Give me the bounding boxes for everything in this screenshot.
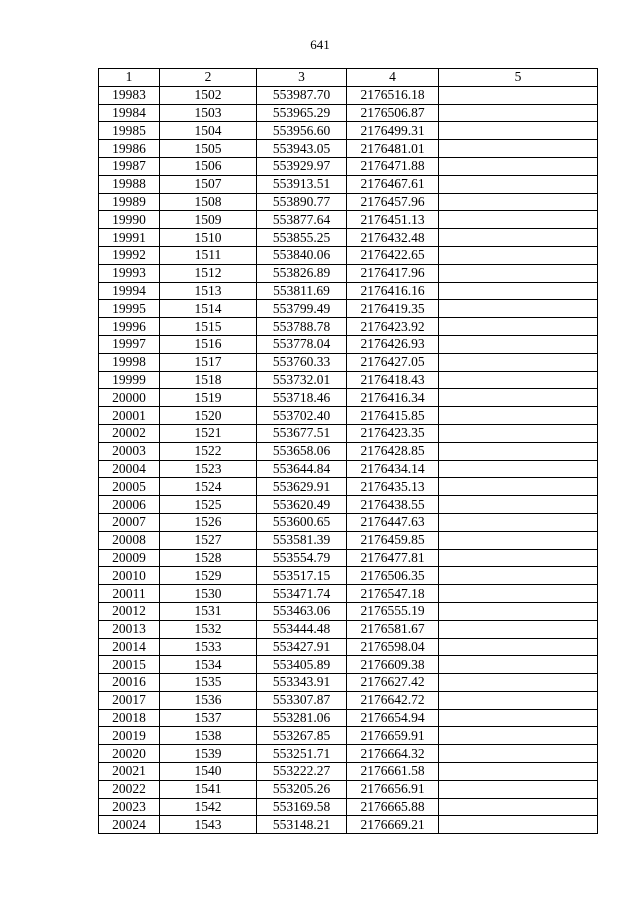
y-coordinate-cell: 2176581.67 [347, 620, 439, 638]
note-cell [439, 300, 598, 318]
note-cell [439, 816, 598, 834]
x-coordinate-cell: 553169.58 [257, 798, 347, 816]
table-row [99, 318, 598, 336]
y-coordinate-cell: 2176451.13 [347, 211, 439, 229]
table-row [99, 585, 598, 603]
point-id-cell: 20003 [99, 442, 160, 460]
note-cell [439, 211, 598, 229]
note-cell [439, 709, 598, 727]
note-cell [439, 104, 598, 122]
x-coordinate-cell: 553965.29 [257, 104, 347, 122]
note-cell [439, 638, 598, 656]
x-coordinate-cell: 553343.91 [257, 674, 347, 692]
point-number-cell: 1529 [160, 567, 257, 585]
y-coordinate-cell: 2176664.32 [347, 745, 439, 763]
x-coordinate-cell: 553620.49 [257, 496, 347, 514]
note-cell [439, 407, 598, 425]
table-row [99, 478, 598, 496]
x-coordinate-cell: 553855.25 [257, 229, 347, 247]
point-number-cell: 1535 [160, 674, 257, 692]
point-number-cell: 1542 [160, 798, 257, 816]
note-cell [439, 745, 598, 763]
note-cell [439, 691, 598, 709]
x-coordinate-cell: 553644.84 [257, 460, 347, 478]
x-coordinate-cell: 553778.04 [257, 335, 347, 353]
table-row [99, 816, 598, 834]
point-id-cell: 19990 [99, 211, 160, 229]
point-id-cell: 20000 [99, 389, 160, 407]
point-id-cell: 20019 [99, 727, 160, 745]
point-id-cell: 20015 [99, 656, 160, 674]
note-cell [439, 264, 598, 282]
table-row [99, 389, 598, 407]
point-number-cell: 1507 [160, 175, 257, 193]
point-number-cell: 1540 [160, 763, 257, 781]
table-row [99, 745, 598, 763]
point-number-cell: 1537 [160, 709, 257, 727]
point-id-cell: 20023 [99, 798, 160, 816]
table-row [99, 86, 598, 104]
header-row [99, 69, 598, 87]
y-coordinate-cell: 2176467.61 [347, 175, 439, 193]
point-number-cell: 1527 [160, 531, 257, 549]
x-coordinate-cell: 553405.89 [257, 656, 347, 674]
x-coordinate-cell: 553732.01 [257, 371, 347, 389]
point-id-cell: 20018 [99, 709, 160, 727]
x-coordinate-cell: 553956.60 [257, 122, 347, 140]
x-coordinate-cell: 553251.71 [257, 745, 347, 763]
point-number-cell: 1543 [160, 816, 257, 834]
point-id-cell: 19989 [99, 193, 160, 211]
x-coordinate-cell: 553629.91 [257, 478, 347, 496]
point-id-cell: 19995 [99, 300, 160, 318]
point-id-cell: 20001 [99, 407, 160, 425]
point-id-cell: 19992 [99, 246, 160, 264]
point-id-cell: 19993 [99, 264, 160, 282]
note-cell [439, 549, 598, 567]
note-cell [439, 86, 598, 104]
table-row [99, 513, 598, 531]
y-coordinate-cell: 2176481.01 [347, 140, 439, 158]
x-coordinate-cell: 553600.65 [257, 513, 347, 531]
table-row [99, 246, 598, 264]
point-id-cell: 20020 [99, 745, 160, 763]
point-id-cell: 20002 [99, 424, 160, 442]
point-id-cell: 20017 [99, 691, 160, 709]
note-cell [439, 140, 598, 158]
y-coordinate-cell: 2176506.87 [347, 104, 439, 122]
point-number-cell: 1502 [160, 86, 257, 104]
x-coordinate-cell: 553929.97 [257, 157, 347, 175]
x-coordinate-cell: 553148.21 [257, 816, 347, 834]
point-id-cell: 19997 [99, 335, 160, 353]
x-coordinate-cell: 553517.15 [257, 567, 347, 585]
x-coordinate-cell: 553702.40 [257, 407, 347, 425]
y-coordinate-cell: 2176422.65 [347, 246, 439, 264]
point-number-cell: 1518 [160, 371, 257, 389]
note-cell [439, 229, 598, 247]
table-row [99, 371, 598, 389]
note-cell [439, 193, 598, 211]
x-coordinate-cell: 553890.77 [257, 193, 347, 211]
note-cell [439, 513, 598, 531]
point-id-cell: 19986 [99, 140, 160, 158]
y-coordinate-cell: 2176432.48 [347, 229, 439, 247]
note-cell [439, 389, 598, 407]
point-number-cell: 1504 [160, 122, 257, 140]
table-row [99, 674, 598, 692]
table-row [99, 620, 598, 638]
note-cell [439, 620, 598, 638]
point-number-cell: 1512 [160, 264, 257, 282]
y-coordinate-cell: 2176609.38 [347, 656, 439, 674]
point-id-cell: 20024 [99, 816, 160, 834]
point-number-cell: 1533 [160, 638, 257, 656]
point-number-cell: 1511 [160, 246, 257, 264]
y-coordinate-cell: 2176457.96 [347, 193, 439, 211]
table-row [99, 122, 598, 140]
point-id-cell: 20010 [99, 567, 160, 585]
table-row [99, 549, 598, 567]
table-row [99, 727, 598, 745]
y-coordinate-cell: 2176416.34 [347, 389, 439, 407]
point-number-cell: 1521 [160, 424, 257, 442]
point-number-cell: 1531 [160, 602, 257, 620]
x-coordinate-cell: 553760.33 [257, 353, 347, 371]
point-id-cell: 19983 [99, 86, 160, 104]
note-cell [439, 442, 598, 460]
y-coordinate-cell: 2176665.88 [347, 798, 439, 816]
y-coordinate-cell: 2176434.14 [347, 460, 439, 478]
note-cell [439, 282, 598, 300]
point-number-cell: 1541 [160, 780, 257, 798]
note-cell [439, 674, 598, 692]
note-cell [439, 175, 598, 193]
point-number-cell: 1506 [160, 157, 257, 175]
point-id-cell: 19987 [99, 157, 160, 175]
point-number-cell: 1538 [160, 727, 257, 745]
point-number-cell: 1523 [160, 460, 257, 478]
point-id-cell: 20021 [99, 763, 160, 781]
x-coordinate-cell: 553658.06 [257, 442, 347, 460]
y-coordinate-cell: 2176426.93 [347, 335, 439, 353]
table-row [99, 531, 598, 549]
note-cell [439, 656, 598, 674]
y-coordinate-cell: 2176415.85 [347, 407, 439, 425]
point-id-cell: 20011 [99, 585, 160, 603]
point-number-cell: 1508 [160, 193, 257, 211]
table-row [99, 763, 598, 781]
point-number-cell: 1525 [160, 496, 257, 514]
x-coordinate-cell: 553222.27 [257, 763, 347, 781]
table-row [99, 104, 598, 122]
y-coordinate-cell: 2176506.35 [347, 567, 439, 585]
point-id-cell: 19991 [99, 229, 160, 247]
point-id-cell: 20013 [99, 620, 160, 638]
point-number-cell: 1532 [160, 620, 257, 638]
x-coordinate-cell: 553267.85 [257, 727, 347, 745]
point-number-cell: 1514 [160, 300, 257, 318]
x-coordinate-cell: 553826.89 [257, 264, 347, 282]
point-id-cell: 19996 [99, 318, 160, 336]
x-coordinate-cell: 553987.70 [257, 86, 347, 104]
table-row [99, 157, 598, 175]
page-number: 641 [310, 37, 330, 52]
table-row [99, 780, 598, 798]
note-cell [439, 798, 598, 816]
table-row [99, 140, 598, 158]
y-coordinate-cell: 2176627.42 [347, 674, 439, 692]
x-coordinate-cell: 553677.51 [257, 424, 347, 442]
y-coordinate-cell: 2176459.85 [347, 531, 439, 549]
table-row [99, 602, 598, 620]
y-coordinate-cell: 2176659.91 [347, 727, 439, 745]
point-number-cell: 1515 [160, 318, 257, 336]
point-number-cell: 1517 [160, 353, 257, 371]
column-header-2: 2 [160, 69, 257, 87]
note-cell [439, 424, 598, 442]
y-coordinate-cell: 2176447.63 [347, 513, 439, 531]
y-coordinate-cell: 2176555.19 [347, 602, 439, 620]
y-coordinate-cell: 2176438.55 [347, 496, 439, 514]
table-header [99, 69, 598, 87]
table-row [99, 442, 598, 460]
point-id-cell: 19999 [99, 371, 160, 389]
table-row [99, 567, 598, 585]
point-id-cell: 20006 [99, 496, 160, 514]
point-number-cell: 1509 [160, 211, 257, 229]
note-cell [439, 763, 598, 781]
table-row [99, 424, 598, 442]
point-number-cell: 1534 [160, 656, 257, 674]
point-number-cell: 1522 [160, 442, 257, 460]
table-row [99, 282, 598, 300]
note-cell [439, 567, 598, 585]
point-id-cell: 20005 [99, 478, 160, 496]
point-id-cell: 19988 [99, 175, 160, 193]
point-number-cell: 1530 [160, 585, 257, 603]
table-row [99, 264, 598, 282]
table-row [99, 353, 598, 371]
y-coordinate-cell: 2176419.35 [347, 300, 439, 318]
y-coordinate-cell: 2176427.05 [347, 353, 439, 371]
point-number-cell: 1505 [160, 140, 257, 158]
note-cell [439, 531, 598, 549]
table-row [99, 407, 598, 425]
table-row [99, 175, 598, 193]
y-coordinate-cell: 2176547.18 [347, 585, 439, 603]
y-coordinate-cell: 2176654.94 [347, 709, 439, 727]
table-row [99, 193, 598, 211]
table-row [99, 211, 598, 229]
point-id-cell: 19985 [99, 122, 160, 140]
x-coordinate-cell: 553444.48 [257, 620, 347, 638]
x-coordinate-cell: 553281.06 [257, 709, 347, 727]
y-coordinate-cell: 2176642.72 [347, 691, 439, 709]
table-row [99, 460, 598, 478]
point-id-cell: 20022 [99, 780, 160, 798]
point-number-cell: 1520 [160, 407, 257, 425]
note-cell [439, 157, 598, 175]
x-coordinate-cell: 553463.06 [257, 602, 347, 620]
point-id-cell: 19994 [99, 282, 160, 300]
note-cell [439, 585, 598, 603]
y-coordinate-cell: 2176417.96 [347, 264, 439, 282]
y-coordinate-cell: 2176661.58 [347, 763, 439, 781]
note-cell [439, 496, 598, 514]
column-header-1: 1 [99, 69, 160, 87]
point-id-cell: 20007 [99, 513, 160, 531]
note-cell [439, 602, 598, 620]
coordinates-table [98, 68, 598, 834]
column-header-5: 5 [439, 69, 598, 87]
table-row [99, 709, 598, 727]
point-number-cell: 1526 [160, 513, 257, 531]
y-coordinate-cell: 2176423.92 [347, 318, 439, 336]
point-number-cell: 1510 [160, 229, 257, 247]
point-id-cell: 20008 [99, 531, 160, 549]
y-coordinate-cell: 2176477.81 [347, 549, 439, 567]
x-coordinate-cell: 553205.26 [257, 780, 347, 798]
x-coordinate-cell: 553307.87 [257, 691, 347, 709]
x-coordinate-cell: 553718.46 [257, 389, 347, 407]
y-coordinate-cell: 2176598.04 [347, 638, 439, 656]
x-coordinate-cell: 553840.06 [257, 246, 347, 264]
point-number-cell: 1513 [160, 282, 257, 300]
note-cell [439, 318, 598, 336]
table-row [99, 691, 598, 709]
note-cell [439, 371, 598, 389]
table-body [99, 86, 598, 833]
point-number-cell: 1516 [160, 335, 257, 353]
note-cell [439, 353, 598, 371]
point-number-cell: 1536 [160, 691, 257, 709]
column-header-3: 3 [257, 69, 347, 87]
table-row [99, 798, 598, 816]
x-coordinate-cell: 553913.51 [257, 175, 347, 193]
x-coordinate-cell: 553877.64 [257, 211, 347, 229]
x-coordinate-cell: 553943.05 [257, 140, 347, 158]
y-coordinate-cell: 2176669.21 [347, 816, 439, 834]
note-cell [439, 478, 598, 496]
y-coordinate-cell: 2176423.35 [347, 424, 439, 442]
point-id-cell: 20004 [99, 460, 160, 478]
table-row [99, 229, 598, 247]
y-coordinate-cell: 2176471.88 [347, 157, 439, 175]
table-row [99, 335, 598, 353]
point-number-cell: 1524 [160, 478, 257, 496]
y-coordinate-cell: 2176516.18 [347, 86, 439, 104]
y-coordinate-cell: 2176435.13 [347, 478, 439, 496]
y-coordinate-cell: 2176499.31 [347, 122, 439, 140]
x-coordinate-cell: 553788.78 [257, 318, 347, 336]
point-id-cell: 20016 [99, 674, 160, 692]
note-cell [439, 122, 598, 140]
table-row [99, 656, 598, 674]
x-coordinate-cell: 553554.79 [257, 549, 347, 567]
note-cell [439, 780, 598, 798]
point-id-cell: 19984 [99, 104, 160, 122]
note-cell [439, 727, 598, 745]
x-coordinate-cell: 553471.74 [257, 585, 347, 603]
point-number-cell: 1503 [160, 104, 257, 122]
table-row [99, 496, 598, 514]
column-header-4: 4 [347, 69, 439, 87]
note-cell [439, 335, 598, 353]
note-cell [439, 460, 598, 478]
table-row [99, 300, 598, 318]
point-id-cell: 20012 [99, 602, 160, 620]
x-coordinate-cell: 553811.69 [257, 282, 347, 300]
y-coordinate-cell: 2176428.85 [347, 442, 439, 460]
y-coordinate-cell: 2176418.43 [347, 371, 439, 389]
x-coordinate-cell: 553581.39 [257, 531, 347, 549]
point-id-cell: 20009 [99, 549, 160, 567]
x-coordinate-cell: 553799.49 [257, 300, 347, 318]
point-number-cell: 1539 [160, 745, 257, 763]
y-coordinate-cell: 2176416.16 [347, 282, 439, 300]
note-cell [439, 246, 598, 264]
table-row [99, 638, 598, 656]
y-coordinate-cell: 2176656.91 [347, 780, 439, 798]
point-id-cell: 19998 [99, 353, 160, 371]
point-number-cell: 1519 [160, 389, 257, 407]
x-coordinate-cell: 553427.91 [257, 638, 347, 656]
point-number-cell: 1528 [160, 549, 257, 567]
point-id-cell: 20014 [99, 638, 160, 656]
